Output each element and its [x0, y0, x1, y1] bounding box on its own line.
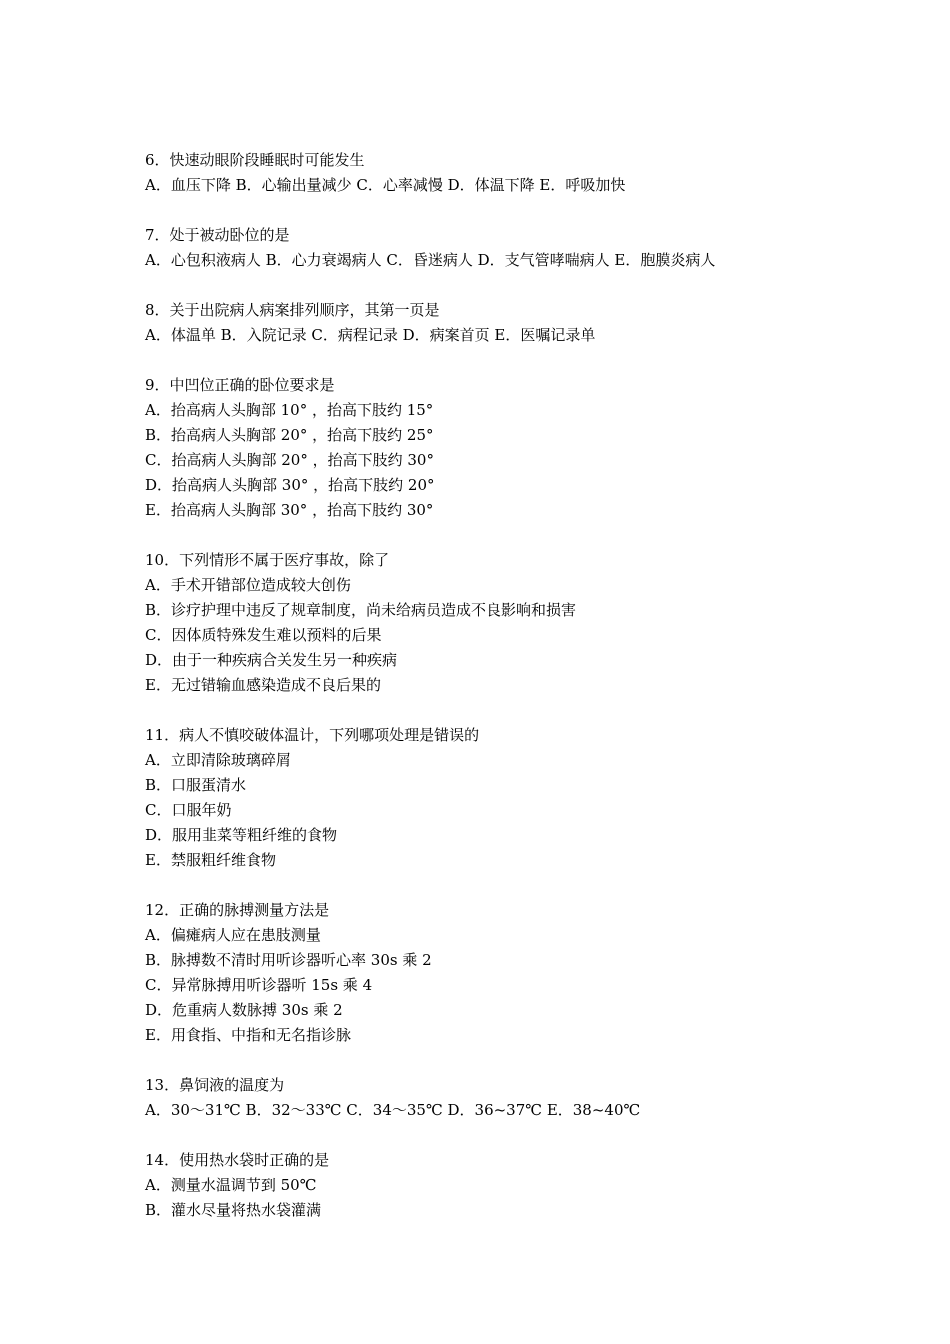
option-line: A．体温单 B．入院记录 C．病程记录 D．病案首页 E．医嘱记录单	[145, 326, 596, 344]
option-b: B．脉搏数不清时用听诊器听心率 30s 乘 2	[145, 951, 432, 969]
question-13	[145, 1073, 905, 1123]
question-6	[145, 148, 905, 198]
question-stem: 12．正确的脉搏测量方法是	[145, 901, 330, 919]
question-stem: 9．中凹位正确的卧位要求是	[145, 376, 335, 394]
question-14	[145, 1148, 905, 1223]
option-d: D．危重病人数脉搏 30s 乘 2	[145, 1001, 343, 1019]
option-c: C．异常脉搏用听诊器听 15s 乘 4	[145, 976, 373, 994]
question-9	[145, 373, 905, 523]
option-b: B．口服蛋清水	[145, 776, 247, 794]
question-12	[145, 898, 905, 1048]
option-d: D．由于一种疾病合关发生另一种疾病	[145, 651, 398, 669]
option-a: A．手术开错部位造成较大创伤	[145, 576, 351, 594]
question-11	[145, 723, 905, 873]
option-e: E．禁服粗纤维食物	[145, 851, 276, 869]
option-a: A．测量水温调节到 50℃	[145, 1176, 317, 1194]
question-8	[145, 298, 905, 348]
option-a: A．偏瘫病人应在患肢测量	[145, 926, 321, 944]
option-d: D．抬高病人头胸部 30° ，抬高下肢约 20°	[145, 476, 435, 494]
question-7	[145, 223, 905, 273]
option-c: C．抬高病人头胸部 20° ，抬高下肢约 30°	[145, 451, 434, 469]
document-page	[145, 148, 905, 1248]
question-stem: 11．病人不慎咬破体温计，下列哪项处理是错误的	[145, 726, 480, 744]
option-b: B．灌水尽量将热水袋灌满	[145, 1201, 322, 1219]
option-b: B．抬高病人头胸部 20° ，抬高下肢约 25°	[145, 426, 434, 444]
option-e: E．无过错输血感染造成不良后果的	[145, 676, 381, 694]
option-c: C．口服年奶	[145, 801, 232, 819]
question-stem: 8．关于出院病人病案排列顺序，其第一页是	[145, 301, 440, 319]
option-line: A．血压下降 B．心输出量减少 C．心率减慢 D．体温下降 E．呼吸加快	[145, 176, 626, 194]
question-stem: 14．使用热水袋时正确的是	[145, 1151, 330, 1169]
option-c: C．因体质特殊发生难以预料的后果	[145, 626, 382, 644]
option-line: A．心包积液病人 B．心力衰竭病人 C．昏迷病人 D．支气管哮喘病人 E．胞膜炎病人	[145, 251, 716, 269]
option-b: B．诊疗护理中违反了规章制度，尚未给病员造成不良影响和损害	[145, 601, 577, 619]
option-a: A．立即清除玻璃碎屑	[145, 751, 291, 769]
option-line: A．30～31℃ B．32～33℃ C．34～35℃ D．36~37℃ E．38~40℃	[145, 1101, 641, 1119]
option-e: E．用食指、中指和无名指诊脉	[145, 1026, 351, 1044]
option-d: D．服用韭菜等粗纤维的食物	[145, 826, 338, 844]
option-e: E．抬高病人头胸部 30° ，抬高下肢约 30°	[145, 501, 434, 519]
question-stem: 13．鼻饲液的温度为	[145, 1076, 285, 1094]
question-stem: 10．下列情形不属于医疗事故，除了	[145, 551, 390, 569]
question-stem: 6．快速动眼阶段睡眠时可能发生	[145, 151, 365, 169]
option-a: A．抬高病人头胸部 10° ，抬高下肢约 15°	[145, 401, 434, 419]
question-10	[145, 548, 905, 698]
question-stem: 7．处于被动卧位的是	[145, 226, 290, 244]
